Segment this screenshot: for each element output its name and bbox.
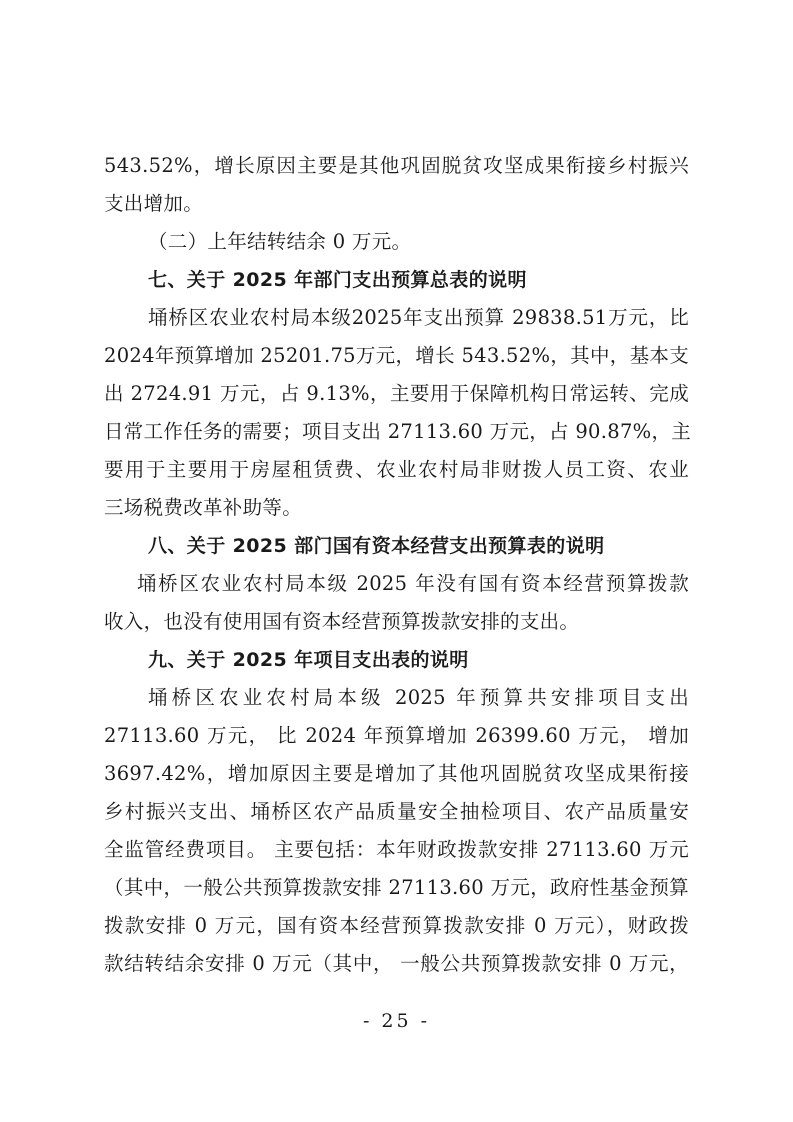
body-line: 27113.60 万元， 比 2024 年预算增加 26399.60 万元， 增加	[104, 724, 689, 747]
body-line: 乡村振兴支出、埇桥区农产品质量安全抽检项目、农产品质量安	[104, 800, 689, 823]
body-line: 要用于主要用于房屋租赁费、农业农村局非财拨人员工资、农业	[104, 458, 689, 481]
body-line: 支出增加。	[104, 192, 204, 215]
body-line: 2024年预算增加 25201.75万元，增长 543.52%，其中，基本支	[104, 344, 689, 367]
section-heading-7: 七、关于 2025 年部门支出预算总表的说明	[148, 269, 527, 291]
body-line: 拨款安排 0 万元，国有资本经营预算拨款安排 0 万元），财政拨	[104, 914, 689, 937]
body-line: 3697.42%，增加原因主要是增加了其他巩固脱贫攻坚成果衔接	[104, 762, 689, 785]
body-line: 三场税费改革补助等。	[104, 496, 303, 519]
body-line: 543.52%，增长原因主要是其他巩固脱贫攻坚成果衔接乡村振兴	[104, 154, 689, 177]
body-line: 收入，也没有使用国有资本经营预算拨款安排的支出。	[104, 610, 580, 633]
body-line: 埇桥区农业农村局本级 2025 年没有国有资本经营预算拨款	[137, 572, 689, 595]
body-line: 埇桥区农业农村局本级 2025 年预算共安排项目支出	[148, 686, 689, 709]
body-line: （其中，一般公共预算拨款安排 27113.60 万元，政府性基金预算	[104, 876, 689, 899]
body-line: 全监管经费项目。 主要包括：本年财政拨款安排 27113.60 万元	[104, 838, 689, 861]
body-line: 埇桥区农业农村局本级2025年支出预算 29838.51万元，比	[148, 306, 689, 329]
body-line: （二）上年结转结余 0 万元。	[148, 230, 412, 253]
body-line: 日常工作任务的需要；项目支出 27113.60 万元，占 90.87%，主	[104, 420, 692, 443]
section-heading-9: 九、关于 2025 年项目支出表的说明	[148, 649, 469, 671]
page-number: - 25 -	[362, 1010, 431, 1032]
body-line: 出 2724.91 万元，占 9.13%，主要用于保障机构日常运转、完成	[104, 382, 689, 405]
section-heading-8: 八、关于 2025 部门国有资本经营支出预算表的说明	[148, 535, 605, 557]
body-line: 款结转结余安排 0 万元（其中， 一般公共预算拨款安排 0 万元，	[104, 952, 689, 975]
